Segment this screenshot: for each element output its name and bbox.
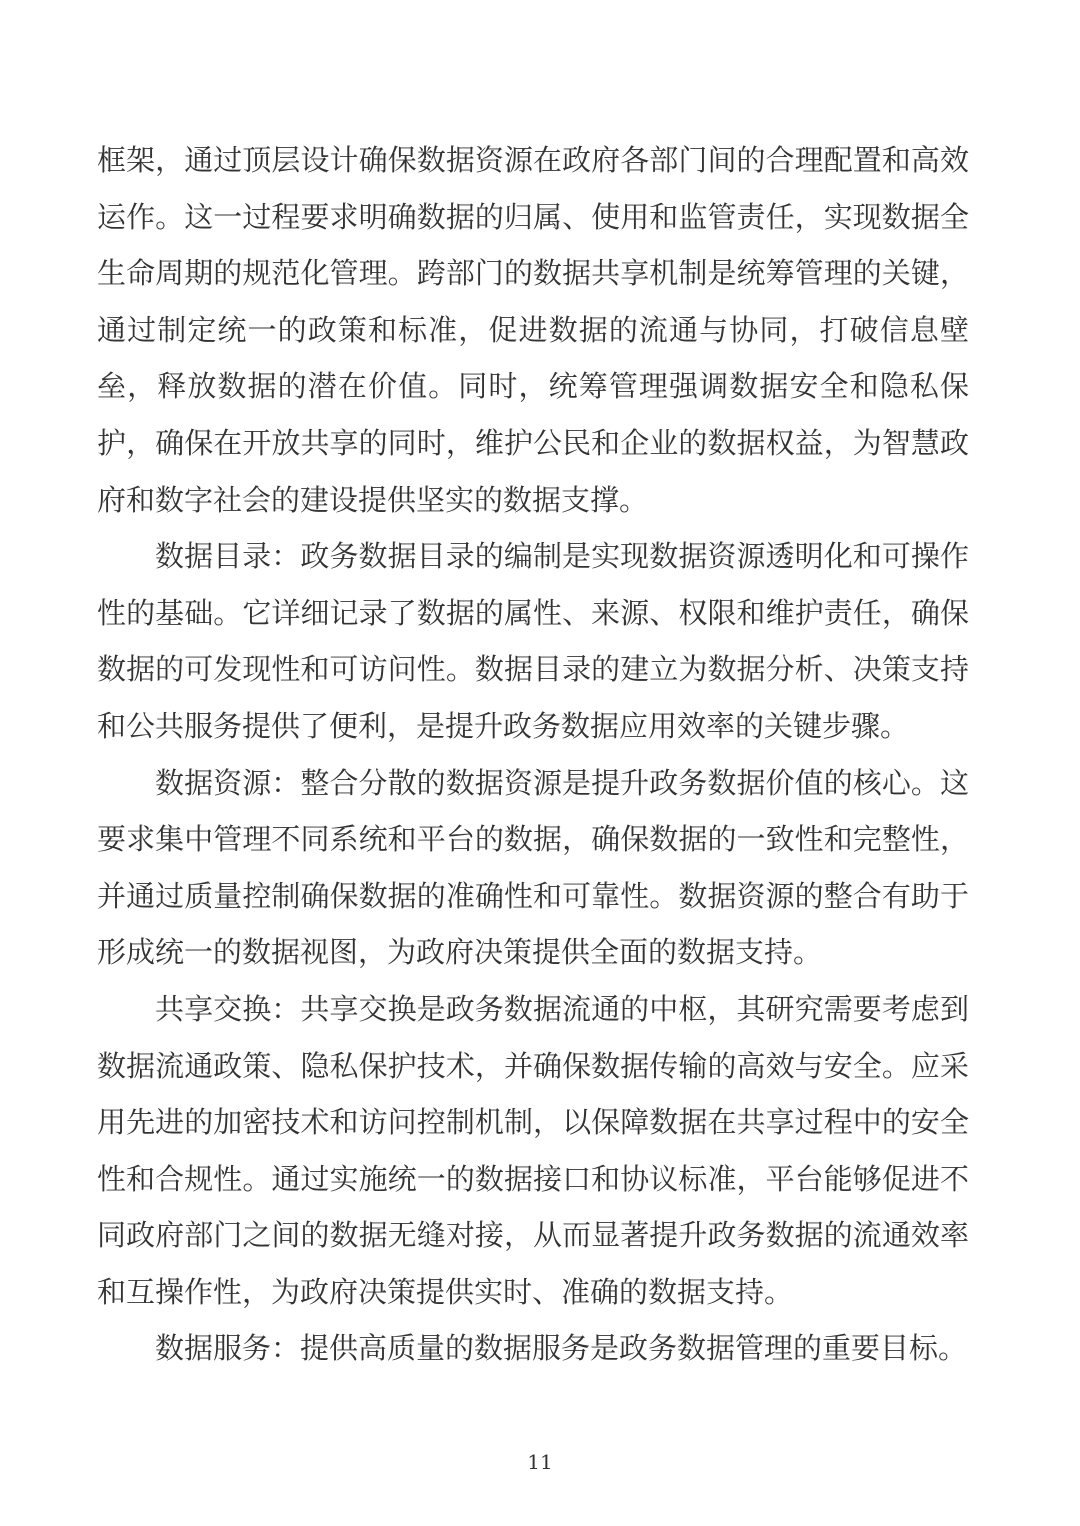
paragraph-data-catalog: 数据目录：政务数据目录的编制是实现数据资源透明化和可操作性的基础。它详细记录了数据的属性、来源、权限和维护责任，确保数据的可发现性和可访问性。数据目录的建立为数据分析、决策支持和公共服务提供了便利，是提升政务数据应用效率的关键步骤。 (97, 539, 969, 743)
body-text (97, 132, 969, 1377)
paragraph-data-resources: 数据资源：整合分散的数据资源是提升政务数据价值的核心。这要求集中管理不同系统和平台的数据，确保数据的一致性和完整性，并通过质量控制确保数据的准确性和可靠性。数据资源的整合有助于形成统一的数据视图，为政府决策提供全面的数据支持。 (97, 765, 969, 970)
paragraph-continuation: 框架，通过顶层设计确保数据资源在政府各部门间的合理配置和高效运作。这一过程要求明确数据的归属、使用和监管责任，实现数据全生命周期的规范化管理。跨部门的数据共享机制是统筹管理的关键，通过制定统一的政策和标准，促进数据的流通与协同，打破信息壁垒，释放数据的潜在价值。同时，统筹管理强调数据安全和隐私保护，确保在开放共享的同时，维护公民和企业的数据权益，为智慧政府和数字社会的建设提供坚实的数据支撑。 (97, 143, 969, 517)
paragraph-sharing-exchange: 共享交换：共享交换是政务数据流通的中枢，其研究需要考虑到数据流通政策、隐私保护技术，并确保数据传输的高效与安全。应采用先进的加密技术和访问控制机制，以保障数据在共享过程中的安全性和合规性。通过实施统一的数据接口和协议标准，平台能够促进不同政府部门之间的数据无缝对接，从而显著提升政务数据的流通效率和互操作性，为政府决策提供实时、准确的数据支持。 (97, 991, 969, 1309)
paragraph-data-services: 数据服务：提供高质量的数据服务是政务数据管理的重要目标。 (155, 1331, 968, 1366)
page-number: 11 (527, 1450, 553, 1474)
